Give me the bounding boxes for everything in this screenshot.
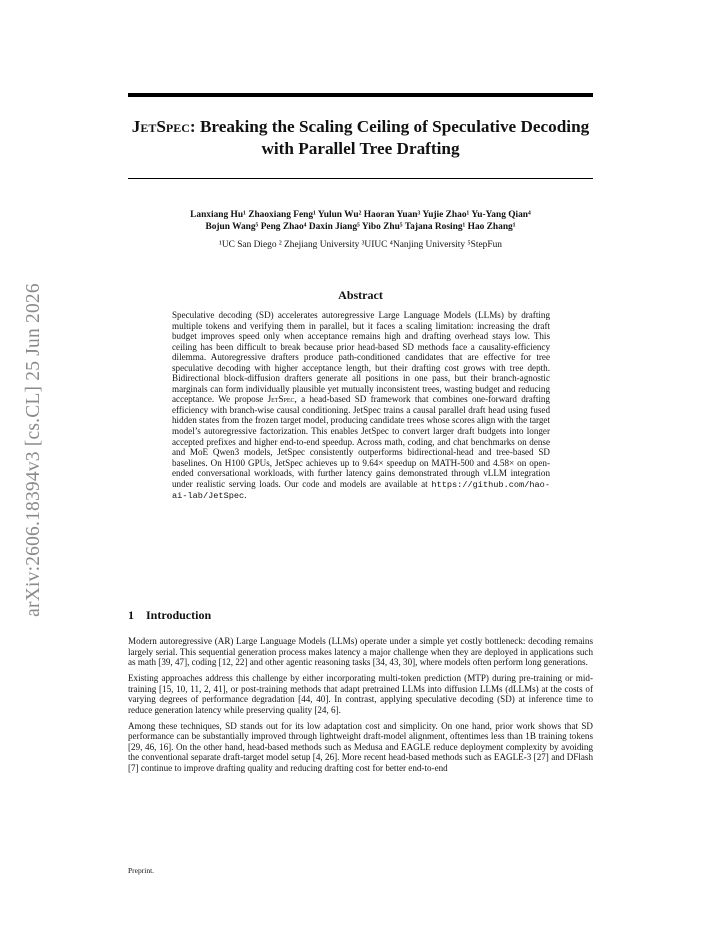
author-list — [120, 210, 601, 233]
introduction-paragraph-2: Existing approaches address this challenge by either incorporating multi-token prediction (MTP) during pre-training or mid-training [15, 10, 11, 2, 41], or post-training methods that adapt pretrained LLMs into diffusion LLMs (dLLMs) at the costs of varying degrees of performance degradation [44, 40]. In contrast, applying speculative decoding (SD) at inference time to reduce generation latency while preserving quality [24, 6]. — [128, 673, 593, 715]
paper-title — [128, 116, 593, 160]
section-title: Introduction — [146, 608, 212, 622]
introduction-paragraph-1: Modern autoregressive (AR) Large Language Models (LLMs) operate under a simple yet costly bottleneck: decoding remains largely serial. This sequential generation process makes latency a major challenge when they are deployed in applications such as math [39, 47], coding [12, 22] and other agentic reasoning tasks [34, 43, 30], where models often perform long generations. — [128, 636, 593, 668]
introduction-body — [128, 636, 593, 779]
title-bottom-rule — [128, 178, 593, 179]
abstract-method-name: JetSpec — [267, 394, 295, 405]
author-line-2: Bojun Wang⁵ Peng Zhao⁴ Daxin Jiang⁵ Yibo Zhu⁵ Tajana Rosing¹ Hao Zhang¹ — [205, 221, 516, 232]
code-repository-link[interactable]: https://github.com/hao-ai-lab/JetSpec — [172, 479, 550, 502]
abstract-text-part-2: , a head-based SD framework that combines one-forward drafting efficiency with branch-wise causal conditioning. JetSpec trains a causal parallel draft head using fused hidden states from the frozen target model, producing candidate trees whose scores align with the target model’s autoregressive factorization. This enables JetSpec to convert larger draft budgets into longer accepted prefixes and higher end-to-end speedup. Across math, coding, and chat benchmarks on dense and MoE Qwen3 models, JetSpec consistently outperforms bidirectional-head and tree-based SD baselines. On H100 GPUs, JetSpec achieves up to 9.64× speedup on MATH-500 and 4.58× on open-ended conversational workloads, with further latency gains demonstrated through vLLM integration under realistic serving loads. Our code and models are available at — [172, 394, 550, 489]
title-rest: : Breaking the Scaling Ceiling of Speculative Decoding with Parallel Tree Drafting — [189, 117, 590, 158]
abstract-text — [172, 310, 550, 502]
abstract-heading: Abstract — [338, 288, 383, 302]
arxiv-identifier-stamp — [14, 260, 54, 640]
section-number: 1 — [128, 608, 134, 622]
author-affiliations: ¹UC San Diego ² Zhejiang University ³UIUC ⁴Nanjing University ⁵StepFun — [219, 240, 502, 250]
arxiv-identifier-text: arXiv:2606.18394v3 [cs.CL] 25 Jun 2026 — [23, 283, 44, 617]
introduction-paragraph-3: Among these techniques, SD stands out for its low adaptation cost and simplicity. On one hand, prior work shows that SD performance can be substantially improved through lightweight draft-model alignment, oftentimes less than 1B training tokens [29, 46, 16]. On the other hand, head-based methods such as Medusa and EAGLE reduce deployment complexity by avoiding the conventional separate draft-target model setup [4, 26]. More recent head-based methods such as EAGLE-3 [27] and DFlash [7] continue to improve drafting quality and reducing drafting cost for better end-to-end — [128, 720, 593, 774]
abstract-text-end: . — [244, 490, 247, 501]
title-method-name: JetSpec — [131, 117, 190, 136]
preprint-footer: Preprint. — [128, 866, 155, 875]
section-heading-introduction — [128, 608, 211, 623]
author-line-1: Lanxiang Hu¹ Zhaoxiang Feng¹ Yulun Wu² Haoran Yuan³ Yujie Zhao¹ Yu-Yang Qian⁴ — [190, 210, 531, 220]
abstract-text-part-1: Speculative decoding (SD) accelerates autoregressive Large Language Models (LLMs) by drafting multiple tokens and verifying them in parallel, but it faces a scaling limitation: increasing the draft budget improves speed only when acceptance remains high and drafting overhead stays low. This ceiling has been difficult to break because prior head-based SD methods face a causality-efficiency dilemma. Autoregressive drafters produce path-conditioned candidates that are effective for tree speculative decoding with higher acceptance length, but their drafting cost grows with tree depth. Bidirectional block-diffusion drafters generate all positions in one pass, but their branch-agnostic marginals can form individually plausible yet mutually inconsistent trees, wasting budget and reducing acceptance. We propose — [172, 310, 550, 405]
title-top-rule — [128, 93, 593, 97]
